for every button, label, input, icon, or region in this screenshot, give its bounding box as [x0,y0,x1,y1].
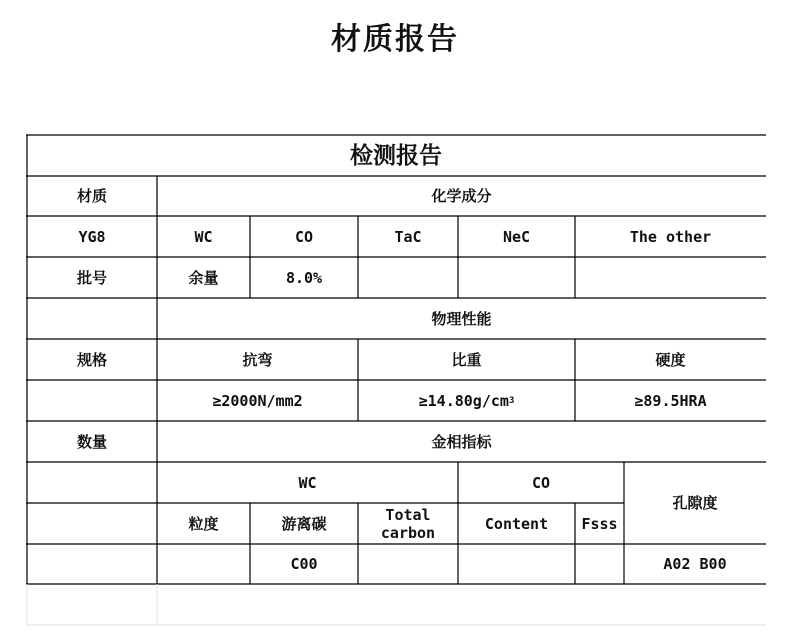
material-value: YG8 [78,227,106,246]
metallographic-heading: 金相指标 [431,432,492,451]
metal-col-total-carbon: Total carbon [380,505,436,542]
label-quantity: 数量 [76,432,107,451]
chem-col-wc: WC [194,227,213,246]
label-material: 材质 [76,187,107,205]
label-batch: 批号 [76,268,107,287]
phys-value-density [358,380,575,421]
metal-group-co: CO [531,473,551,492]
phys-col-bending: 抗弯 [242,350,273,369]
chem-value-wc: 余量 [188,268,219,287]
metal-col-fsss: Fsss [581,514,618,533]
phys-col-hardness: 硬度 [655,350,686,369]
chem-col-co: CO [294,227,314,246]
phys-col-density: 比重 [451,350,482,369]
metal-group-wc: WC [298,473,317,492]
physical-heading: 物理性能 [431,309,492,328]
chem-value-co: 8.0% [285,268,323,287]
metal-col-porosity: 孔隙度 [672,494,718,512]
density-text: ≥14.80g/cm [418,391,509,410]
page-title: 材质报告 [331,22,459,57]
density-superscript: 3 [508,395,515,406]
report-title: 检测报告 [350,142,442,169]
phys-value-bending: ≥2000N/mm2 [212,391,303,410]
metal-col-content: Content [484,514,549,533]
chemical-heading: 化学成分 [431,187,492,205]
phys-value-hardness: ≥89.5HRA [634,391,707,410]
metal-col-free-carbon: 游离碳 [281,514,327,533]
chem-col-nec: NeC [502,227,531,246]
inspection-report-table [26,134,766,626]
metal-col-grain-size: 粒度 [188,514,219,533]
metal-value-free-carbon: C00 [290,555,318,573]
chem-col-other: The other [629,227,712,246]
chem-col-tac: TaC [394,227,422,246]
metal-value-porosity: A02 B00 [663,555,727,573]
label-spec: 规格 [76,350,107,369]
